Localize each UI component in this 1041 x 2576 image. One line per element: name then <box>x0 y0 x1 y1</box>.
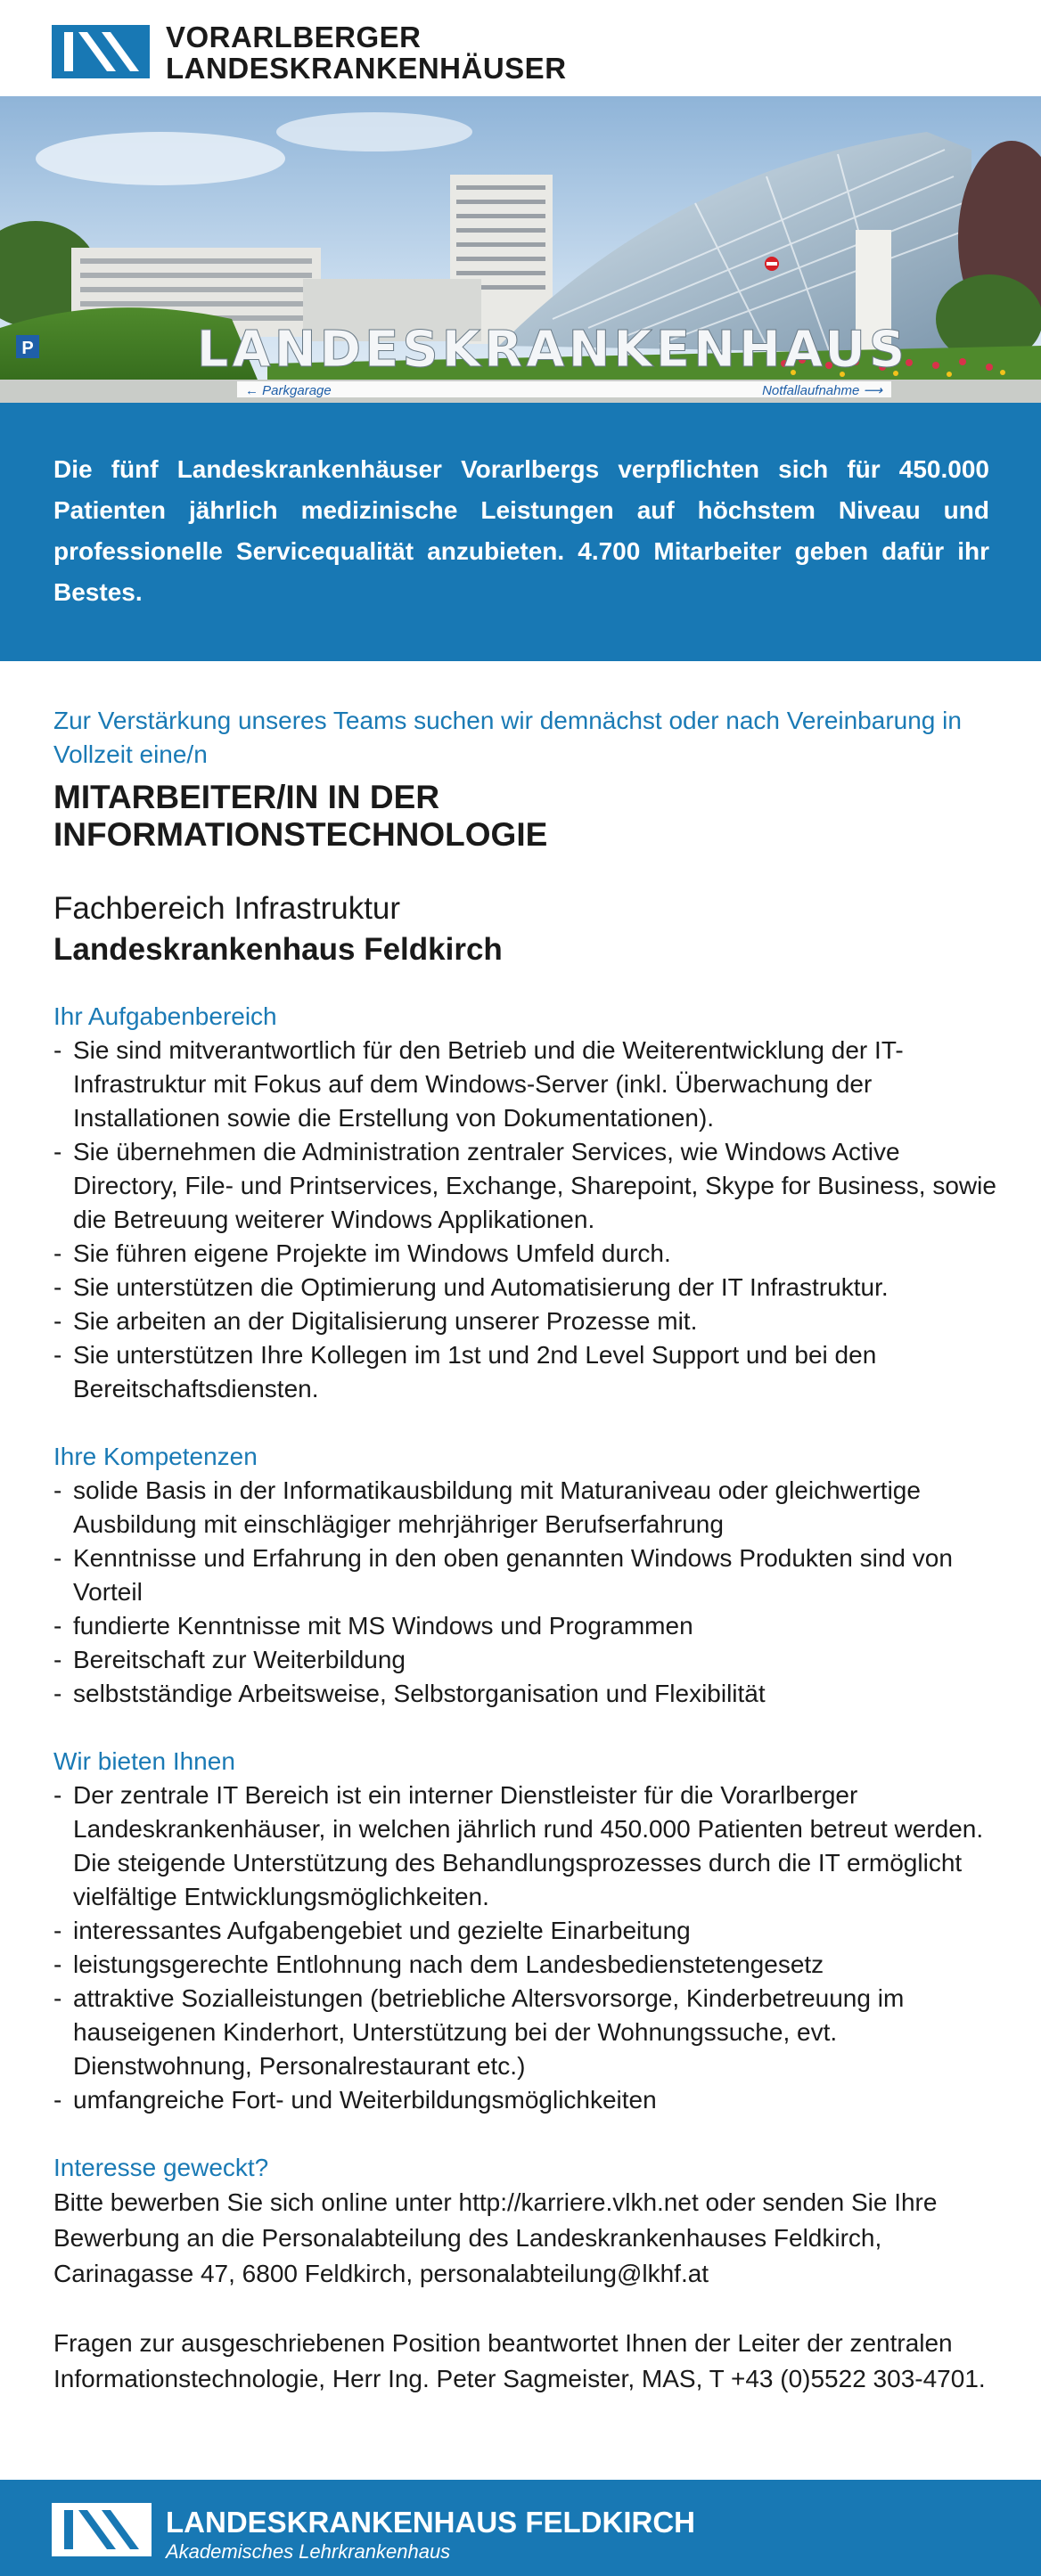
skills-list <box>53 1474 1007 1711</box>
section-heading: Interesse geweckt? <box>53 2154 269 2181</box>
hospital-name: Landeskrankenhaus Feldkirch <box>53 932 503 967</box>
section-heading: Ihre Kompetenzen <box>53 1443 258 1470</box>
hero-photo <box>0 96 1041 403</box>
list-item: - interessantes Aufgabengebiet und gezielte Einarbeitung <box>53 1914 1007 1948</box>
parking-sign-icon: P <box>21 339 34 358</box>
section-heading: Ihr Aufgabenbereich <box>53 1002 277 1030</box>
sign-notfallaufnahme: Notfallaufnahme ⟶ <box>762 383 882 398</box>
list-item: - Sie führen eigene Projekte im Windows Umfeld durch. <box>53 1237 1007 1271</box>
logo-wordmark <box>166 21 567 84</box>
task-list <box>53 1034 1007 1406</box>
list-item: - Sie arbeiten an der Digitalisierung unserer Prozesse mit. <box>53 1304 1007 1338</box>
job-posting <box>53 704 1007 2397</box>
list-item: - umfangreiche Fort- und Weiterbildungsmöglichkeiten <box>53 2083 1007 2117</box>
list-item: - leistungsgerechte Entlohnung nach dem Landesbedienstetengesetz <box>53 1948 1007 1982</box>
vlkh-logo-icon <box>52 25 150 78</box>
job-title-line-2: INFORMATIONSTECHNOLOGIE <box>53 816 548 853</box>
benefits-list <box>53 1779 1007 2117</box>
footer-subtitle: Akademisches Lehrkrankenhaus <box>166 2540 451 2563</box>
list-item: - solide Basis in der Informatikausbildung mit Maturaniveau oder gleichwertige Ausbildung mit einschlägiger mehrjähriger Berufserfahrung <box>53 1474 1007 1542</box>
section-kompetenzen <box>53 1440 1007 1711</box>
sign-parkgarage: ← Parkgarage <box>245 383 332 398</box>
list-item: - Sie übernehmen die Administration zentraler Services, wie Windows Active Directory, File- und Printservices, Exchange, Sharepoint, Skype for Business, sowie die Betreuung weiterer Windows Applikationen. <box>53 1135 1007 1237</box>
list-item: - Der zentrale IT Bereich ist ein interner Dienstleister für die Vorarlberger Landeskrankenhäuser, in welchen jährlich rund 450.000 Patienten betreut werden. Die steigende Unterstützung des Behandlungsprozesses durch die IT ermöglicht vielfältige Entwicklungsmöglichkeiten. <box>53 1779 1007 1914</box>
list-item: - Sie unterstützen Ihre Kollegen im 1st und 2nd Level Support und bei den Bereitschaftsdiensten. <box>53 1338 1007 1406</box>
list-item: - Sie sind mitverantwortlich für den Betrieb und die Weiterentwicklung der IT-Infrastruktur mit Fokus auf dem Windows-Server (inkl. Überwachung der Installationen sowie die Erstellung von Dokumentationen). <box>53 1034 1007 1135</box>
lkh-feldkirch-logo-icon <box>52 2503 152 2556</box>
job-title-line-1: MITARBEITER/IN IN DER <box>53 779 440 815</box>
footer-title: LANDESKRANKENHAUS FELDKIRCH <box>166 2506 695 2539</box>
list-item: - attraktive Sozialleistungen (betriebliche Altersvorsorge, Kinderbetreuung im hauseigenen Kinderhort, Unterstützung bei der Wohnungssuche, evt. Dienstwohnung, Personalrestaurant etc.) <box>53 1982 1007 2083</box>
logo-line-2: LANDESKRANKENHÄUSER <box>166 52 567 85</box>
section-aufgaben <box>53 1000 1007 1406</box>
list-item: - Sie unterstützen die Optimierung und Automatisierung der IT Infrastruktur. <box>53 1271 1007 1304</box>
section-interesse <box>53 2151 1007 2292</box>
contact-text: Fragen zur ausgeschriebenen Position beantwortet Ihnen der Leiter der zentralen Informationstechnologie, Herr Ing. Peter Sagmeister, MAS, T +43 (0)5522 303-4701. <box>53 2329 986 2392</box>
list-item: - Bereitschaft zur Weiterbildung <box>53 1643 1007 1677</box>
footer-banner <box>0 2480 1041 2576</box>
hospital-sign-text: LANDESKRANKENHAUS <box>196 321 909 379</box>
lead-text: Zur Verstärkung unseres Teams suchen wir demnächst oder nach Vereinbarung in Vollzeit eine/n <box>53 707 962 768</box>
section-bieten <box>53 1745 1007 2117</box>
department: Fachbereich Infrastruktur <box>53 891 401 926</box>
job-title <box>53 779 1007 854</box>
intro-banner <box>0 403 1041 661</box>
list-item: - fundierte Kenntnisse mit MS Windows und Programmen <box>53 1609 1007 1643</box>
application-text: Bitte bewerben Sie sich online unter http://karriere.vlkh.net oder senden Sie Ihre Bewerbung an die Personalabteilung des Landeskrankenhauses Feldkirch, Carinagasse 47, 6800 Feldkirch, personalabteilung@lkhf.at <box>53 2188 938 2287</box>
list-item: - selbstständige Arbeitsweise, Selbstorganisation und Flexibilität <box>53 1677 1007 1711</box>
intro-text: Die fünf Landeskrankenhäuser Vorarlbergs verpflichten sich für 450.000 Patienten jährlich medizinische Leistungen auf höchstem Niveau und professionelle Servicequalität anzubieten. 4.700 Mitarbeiter geben dafür ihr Bestes. <box>53 455 989 606</box>
logo-line-1: VORARLBERGER <box>166 20 422 53</box>
section-heading: Wir bieten Ihnen <box>53 1747 235 1775</box>
list-item: - Kenntnisse und Erfahrung in den oben genannten Windows Produkten sind von Vorteil <box>53 1542 1007 1609</box>
header <box>0 0 1041 96</box>
